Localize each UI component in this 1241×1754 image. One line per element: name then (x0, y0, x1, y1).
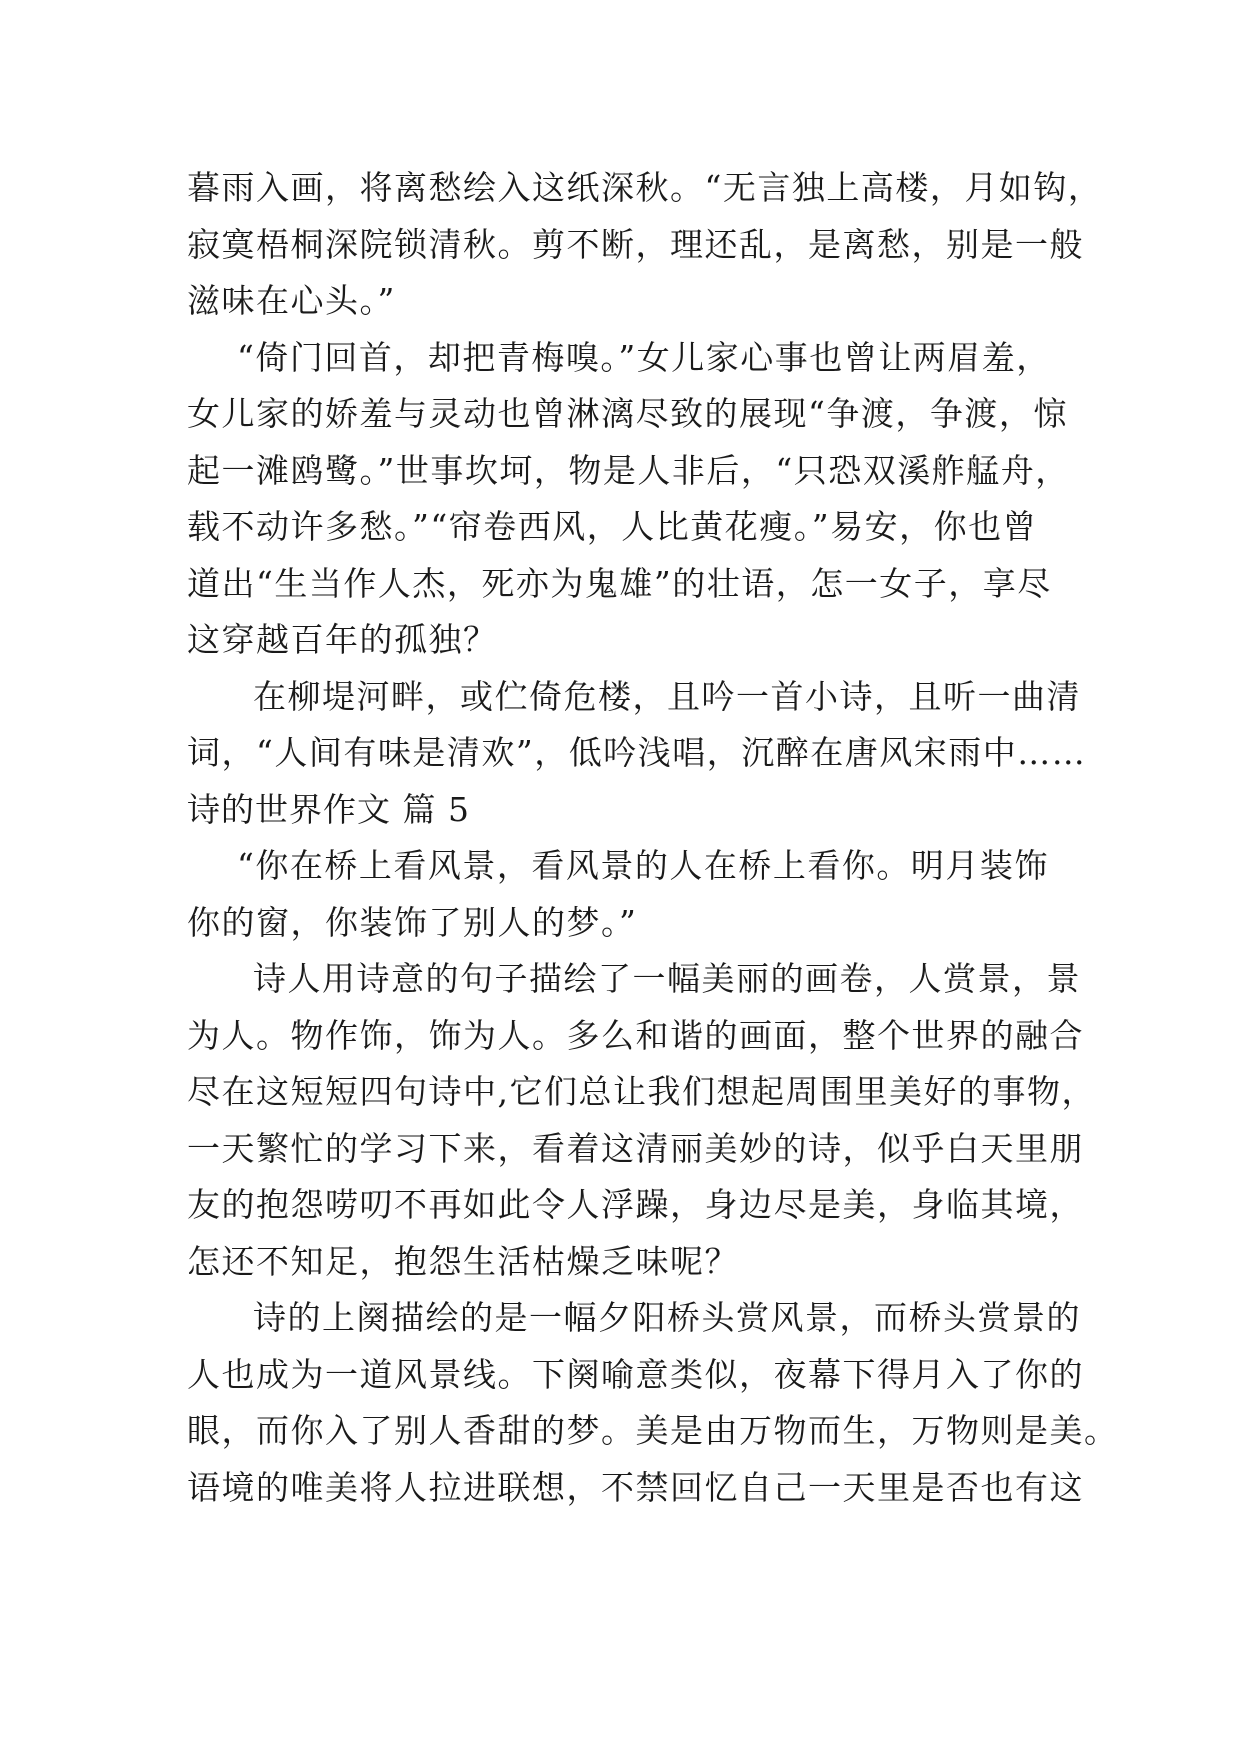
text-line: 寂寞梧桐深院锁清秋。剪不断，理还乱，是离愁，别是一般 (187, 224, 1084, 264)
paragraph-start-line: 在柳堤河畔，或伫倚危楼，且吟一首小诗，且听一曲清 (253, 676, 1081, 716)
text-line: 女儿家的娇羞与灵动也曾淋漓尽致的展现“争渡，争渡，惊 (187, 394, 1068, 433)
paragraph-start-line: “倚门回首，却把青梅嗅。”女儿家心事也曾让两眉羞， (237, 337, 1051, 377)
text-line: 眼，而你入了别人香甜的梦。美是由万物而生，万物则是美。 (187, 1411, 1119, 1450)
text-line: 起一滩鸥鹭。”世事坎坷，物是人非后，“只恐双溪舴艋舟， (187, 450, 1070, 490)
text-line: 暮雨入画，将离愁绘入这纸深秋。“无言独上高楼，月如钩， (187, 168, 1103, 207)
text-line: 尽在这短短四句诗中,它们总让我们想起周围里美好的事物， (187, 1072, 1096, 1111)
text-line: 词，“人间有味是清欢”，低吟浅唱，沉醉在唐风宋雨中…… (187, 733, 1087, 772)
text-line: 友的抱怨唠叨不再如此令人浮躁，身边尽是美，身临其境， (187, 1185, 1084, 1224)
text-line: 道出“生当作人杰，死亦为鬼雄”的壮语，怎一女子，享尽 (187, 563, 1052, 603)
text-line: 为人。物作饰，饰为人。多么和谐的画面，整个世界的融合 (187, 1015, 1084, 1055)
paragraph-start-line: 诗人用诗意的句子描绘了一幅美丽的画卷，人赏景，景 (253, 959, 1081, 998)
text-line: 这穿越百年的孤独？ (187, 620, 498, 659)
section-heading: 诗的世界作文 篇 5 (187, 789, 470, 829)
paragraph-start-line: 诗的上阕描绘的是一幅夕阳桥头赏风景，而桥头赏景的 (253, 1298, 1081, 1337)
text-line: 一天繁忙的学习下来，看着这清丽美妙的诗，似乎白天里朋 (187, 1128, 1084, 1168)
text-line: 语境的唯美将人拉进联想，不禁回忆自己一天里是否也有这 (187, 1467, 1084, 1507)
document-body (187, 160, 1119, 1516)
text-line: 人也成为一道风景线。下阕喻意类似，夜幕下得月入了你的 (187, 1354, 1084, 1394)
text-line: 怎还不知足，抱怨生活枯燥乏味呢？ (187, 1241, 739, 1281)
text-line: 你的窗，你装饰了别人的梦。” (187, 902, 638, 942)
paragraph-start-line: “你在桥上看风景，看风景的人在桥上看你。明月装饰 (237, 846, 1049, 885)
text-line: 滋味在心头。” (187, 281, 396, 320)
text-line: 载不动许多愁。”“帘卷西风，人比黄花瘦。”易安，你也曾 (187, 507, 1038, 546)
